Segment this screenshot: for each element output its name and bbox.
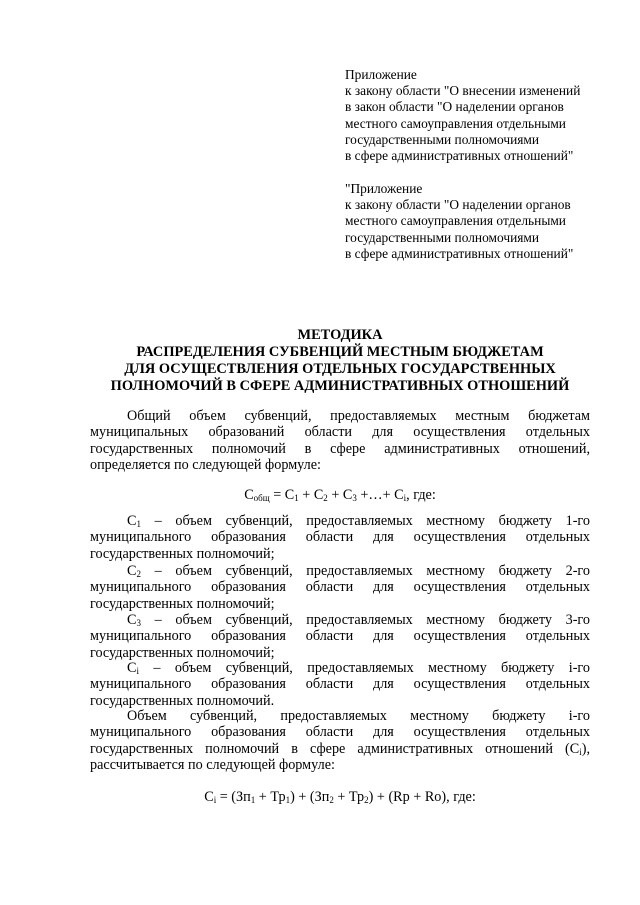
title-line: ПОЛНОМОЧИЙ В СФЕРЕ АДМИНИСТРАТИВНЫХ ОТНОШЕНИЙ	[110, 378, 570, 394]
formula-subscript: 1	[294, 493, 299, 503]
title-line: ДЛЯ ОСУЩЕСТВЛЕНИЯ ОТДЕЛЬНЫХ ГОСУДАРСТВЕННЫХ	[124, 361, 556, 377]
definition-line: государственных полномочий;	[90, 595, 275, 612]
formula-part: ) + (Зп	[290, 789, 330, 805]
volume-line	[90, 741, 590, 757]
volume-text: ),	[581, 740, 590, 757]
annex-line: в закон области "О наделении органов	[345, 99, 564, 115]
document-title	[90, 327, 590, 395]
volume-line: Объем субвенций, предоставляемых местному бюджету i-го	[127, 708, 590, 724]
formula-part: + Тр	[333, 789, 365, 805]
definition-subscript: i	[136, 666, 139, 676]
definition-c1	[90, 513, 590, 562]
formula-subscript: 2	[364, 795, 369, 805]
formula-part: + C	[298, 487, 324, 503]
formula-part: +…+ C	[356, 487, 404, 503]
annex-header-original	[345, 181, 630, 262]
definition-symbol: C	[127, 513, 137, 529]
formula-subscript: общ	[253, 493, 270, 503]
intro-line: государственных полномочий в сфере административных отношений,	[90, 440, 590, 457]
definition-c3	[90, 612, 590, 661]
definition-text: – объем субвенций, предоставляемых местному бюджету 1-го	[140, 513, 590, 529]
annex-line: Приложение	[345, 67, 417, 82]
intro-line: муниципальных образований области для осуществления отдельных	[90, 424, 590, 441]
annex-header-amendment	[345, 67, 630, 164]
formula-part: + C	[327, 487, 353, 503]
title-line: МЕТОДИКА	[297, 327, 383, 343]
definition-ci	[90, 660, 590, 709]
definition-line: государственных полномочий.	[90, 692, 275, 709]
formula-symbol: C	[244, 487, 254, 503]
annex-line: в сфере административных отношений"	[345, 148, 574, 164]
annex-line: к закону области "О наделении органов	[345, 197, 571, 213]
annex-line: местного самоуправления отдельными	[345, 115, 566, 131]
definition-line: муниципального образования области для осуществления отдельных	[90, 529, 590, 546]
annex-line: государственными полномочиями	[345, 229, 540, 245]
definition-subscript: 3	[136, 618, 141, 628]
volume-line: рассчитывается по следующей формуле:	[90, 757, 335, 774]
volume-line: муниципального образования области для осуществления отдельных	[90, 724, 590, 741]
formula-subscript: i	[213, 795, 217, 805]
definition-line: муниципального образования области для осуществления отдельных	[90, 579, 590, 596]
intro-line: определяется по следующей формуле:	[90, 457, 321, 474]
formula-total-subvention	[90, 487, 590, 503]
intro-paragraph	[90, 408, 590, 474]
definition-c2	[90, 563, 590, 612]
formula-subscript: i	[403, 493, 407, 503]
definition-line	[90, 660, 590, 676]
formula-subscript: 2	[323, 493, 328, 503]
annex-line: местного самоуправления отдельными	[345, 213, 566, 229]
formula-part: ) + (Rp + Ro), где:	[368, 789, 476, 805]
definition-subscript: 1	[136, 519, 141, 529]
volume-subscript: i	[579, 746, 582, 757]
title-line: РАСПРЕДЕЛЕНИЯ СУБВЕНЦИЙ МЕСТНЫМ БЮДЖЕТАМ	[136, 344, 544, 360]
formula-symbol: C	[204, 789, 214, 805]
annex-line: в сфере административных отношений"	[345, 245, 574, 261]
formula-part: , где:	[406, 487, 436, 503]
definition-line: государственных полномочий;	[90, 545, 275, 562]
formula-ci	[90, 789, 590, 805]
formula-subscript: 1	[285, 795, 291, 805]
definition-text: – объем субвенций, предоставляемых местному бюджету 2-го	[140, 563, 590, 579]
formula-part: = (Зп	[216, 789, 251, 805]
definition-line	[90, 563, 590, 579]
definition-symbol: C	[127, 612, 137, 628]
annex-line: к закону области "О внесении изменений	[345, 83, 581, 99]
definition-symbol: C	[127, 660, 137, 676]
definition-line: муниципального образования области для осуществления отдельных	[90, 676, 590, 693]
definition-line	[90, 612, 590, 628]
annex-line: государственными полномочиями	[345, 131, 540, 147]
annex-line: "Приложение	[345, 181, 423, 196]
formula-part: = C	[269, 487, 295, 503]
volume-text: государственных полномочий в сфере административных отношений (C	[90, 740, 580, 757]
intro-line: Общий объем субвенций, предоставляемых местным бюджетам	[127, 408, 590, 424]
definition-line: государственных полномочий;	[90, 644, 275, 661]
formula-subscript: 3	[352, 493, 357, 503]
volume-paragraph	[90, 708, 590, 774]
formula-part: + Тр	[255, 789, 286, 805]
definition-line: муниципального образования области для осуществления отдельных	[90, 628, 590, 645]
formula-subscript: 1	[250, 795, 256, 805]
definition-text: – объем субвенций, предоставляемых местному бюджету 3-го	[140, 612, 590, 628]
definition-symbol: C	[127, 563, 137, 579]
definition-subscript: 2	[136, 569, 141, 579]
definition-text: – объем субвенций, предоставляемых местному бюджету i-го	[138, 660, 590, 676]
formula-subscript: 2	[329, 795, 334, 805]
definition-line	[90, 513, 590, 529]
